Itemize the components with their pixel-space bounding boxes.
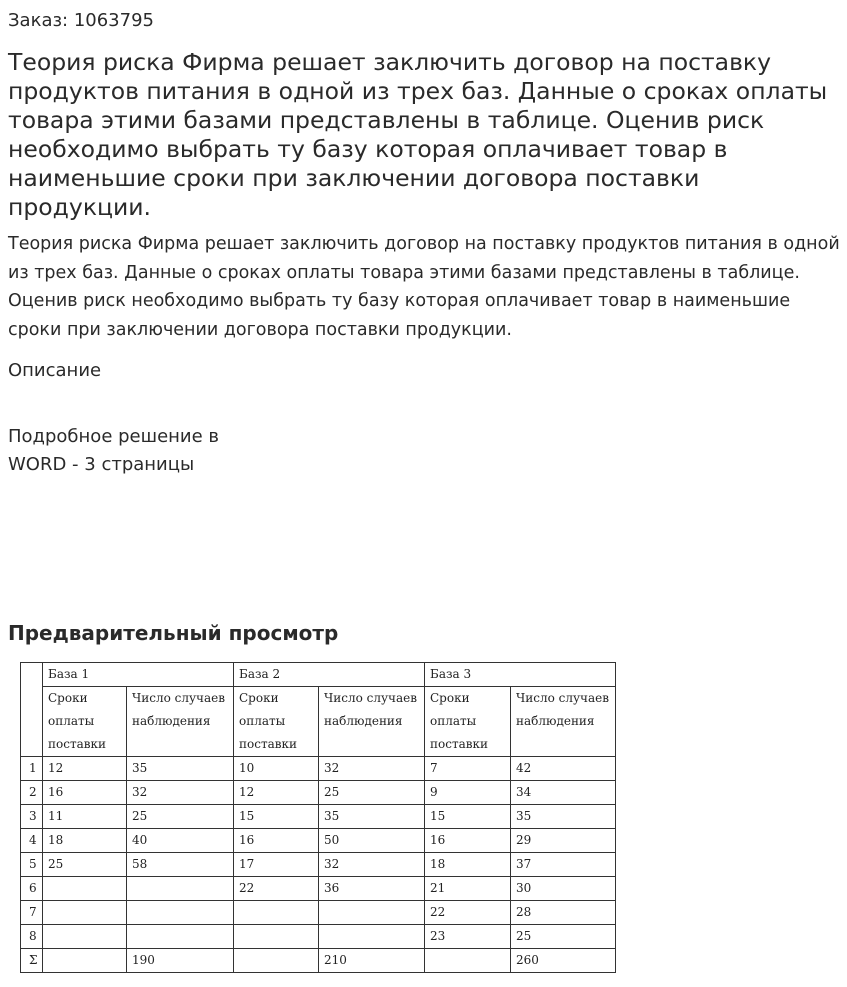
table-cell: 11	[43, 805, 127, 829]
table-cell: 15	[234, 805, 319, 829]
table-cell: 28	[511, 901, 616, 925]
task-description: Теория риска Фирма решает заключить договор на поставку продуктов питания в одной из трех баз. Данные о сроках оплаты товара этими базами представлены в таблице. Оценив риск необходимо выбрать ту базу которая оплачивает товар в наименьшие сроки при заключении договора поставки продукции.	[8, 234, 840, 340]
subheader-cell: Сроки оплаты поставки	[43, 687, 127, 757]
table-cell: 35	[511, 805, 616, 829]
solution-info	[8, 423, 268, 479]
table-cell	[127, 901, 234, 925]
table-cell: 42	[511, 757, 616, 781]
table-cell: 190	[127, 949, 234, 973]
solution-line: Подробное решение в	[8, 426, 220, 447]
table-row	[21, 757, 616, 781]
subheader-cell: Сроки оплаты поставки	[234, 687, 319, 757]
table-row	[21, 853, 616, 877]
table-cell: 22	[234, 877, 319, 901]
table-cell	[319, 925, 425, 949]
table-cell	[43, 901, 127, 925]
table-row	[21, 949, 616, 973]
table-cell	[127, 877, 234, 901]
row-number-cell: 2	[21, 781, 43, 805]
table-cell: 50	[319, 829, 425, 853]
table-cell: 32	[127, 781, 234, 805]
table-cell: 35	[319, 805, 425, 829]
row-number-cell: 1	[21, 757, 43, 781]
table-row	[21, 901, 616, 925]
table-cell: 18	[425, 853, 511, 877]
table-row	[21, 781, 616, 805]
solution-line: WORD - 3 страницы	[8, 454, 195, 475]
table-cell: 25	[511, 925, 616, 949]
table-cell: 210	[319, 949, 425, 973]
table-cell	[43, 925, 127, 949]
table-cell: 25	[127, 805, 234, 829]
row-number-cell: Σ	[21, 949, 43, 973]
table-cell	[234, 925, 319, 949]
table-cell	[425, 949, 511, 973]
table-cell: 34	[511, 781, 616, 805]
table-cell: 29	[511, 829, 616, 853]
table-subheader-row	[21, 687, 616, 757]
base-header: База 1	[43, 663, 234, 687]
table-cell: 40	[127, 829, 234, 853]
table-cell: 25	[319, 781, 425, 805]
page-title: Теория риска Фирма решает заключить договор на поставку продуктов питания в одной из трех баз. Данные о сроках оплаты товара этими базами представлены в таблице. Оценив риск необходимо выбрать ту базу которая оплачивает товар в наименьшие сроки при заключении договора поставки продукции.	[8, 48, 828, 221]
row-number-cell: 3	[21, 805, 43, 829]
table-header-row	[21, 663, 616, 687]
row-number-cell: 7	[21, 901, 43, 925]
table-row	[21, 925, 616, 949]
table-cell: 36	[319, 877, 425, 901]
table-cell	[234, 949, 319, 973]
table-cell	[43, 877, 127, 901]
table-cell: 32	[319, 757, 425, 781]
subheader-cell: Число случаев наблюдения	[127, 687, 234, 757]
row-number-cell: 6	[21, 877, 43, 901]
table-cell: 16	[425, 829, 511, 853]
row-number-cell: 5	[21, 853, 43, 877]
subheader-cell: Число случаев наблюдения	[319, 687, 425, 757]
table-cell: 12	[43, 757, 127, 781]
table-cell: 23	[425, 925, 511, 949]
row-number-cell: 8	[21, 925, 43, 949]
table-cell	[319, 901, 425, 925]
table-cell: 15	[425, 805, 511, 829]
subheader-cell: Число случаев наблюдения	[511, 687, 616, 757]
table-cell: 16	[43, 781, 127, 805]
base-header: База 2	[234, 663, 425, 687]
table-corner-cell	[21, 663, 43, 757]
table-cell: 30	[511, 877, 616, 901]
table-cell: 25	[43, 853, 127, 877]
order-number: Заказ: 1063795	[8, 10, 154, 31]
table-row	[21, 829, 616, 853]
subheader-cell: Сроки оплаты поставки	[425, 687, 511, 757]
table-cell: 32	[319, 853, 425, 877]
table-cell: 260	[511, 949, 616, 973]
base-header: База 3	[425, 663, 616, 687]
table-cell: 35	[127, 757, 234, 781]
table-row	[21, 805, 616, 829]
table-cell: 37	[511, 853, 616, 877]
table-cell	[234, 901, 319, 925]
preview-table	[20, 662, 616, 973]
table-body	[21, 757, 616, 973]
table-cell	[43, 949, 127, 973]
table-cell: 18	[43, 829, 127, 853]
table-cell: 10	[234, 757, 319, 781]
table-cell: 22	[425, 901, 511, 925]
table-row	[21, 877, 616, 901]
table-cell: 58	[127, 853, 234, 877]
preview-heading: Предварительный просмотр	[8, 621, 339, 645]
table-cell: 7	[425, 757, 511, 781]
table-cell	[127, 925, 234, 949]
table-cell: 12	[234, 781, 319, 805]
table-cell: 9	[425, 781, 511, 805]
description-label: Описание	[8, 360, 102, 381]
table-cell: 21	[425, 877, 511, 901]
row-number-cell: 4	[21, 829, 43, 853]
table-cell: 17	[234, 853, 319, 877]
table-cell: 16	[234, 829, 319, 853]
